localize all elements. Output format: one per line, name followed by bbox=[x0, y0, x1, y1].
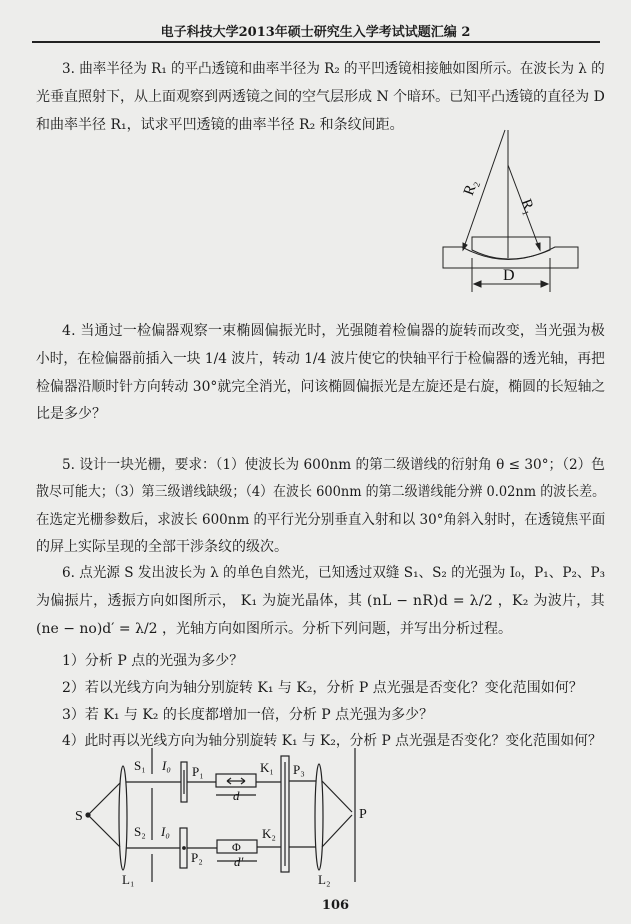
label-p1: P₁ bbox=[192, 764, 204, 779]
q5-line: 散尽可能大；（3）第三级谱线缺级；（4）在波长 600nm 的第二级谱线能分辨 0.02nm 的波长差。 bbox=[36, 484, 606, 500]
label-k1: K₁ bbox=[260, 760, 274, 775]
q6-subquestion: 2）若以光线方向为轴分别旋转 K₁ 与 K₂，分析 P 点光强是否变化？变化范围如何？ bbox=[62, 680, 583, 696]
q6-line: 为偏振片，透振方向如图所示， K₁ 为旋光晶体，其 (nL − nR)d = λ/2 ，K₂ 为波片，其 bbox=[36, 593, 605, 609]
label-i0-top: I₀ bbox=[162, 758, 171, 773]
page-header: 电子科技大学2013年硕士研究生入学考试试题汇编 2 bbox=[160, 25, 471, 40]
q5-line: 5. 设计一块光栅，要求：（1）使波长为 600nm 的第二级谱线的衍射角 θ ≤ 30°；（2）色 bbox=[62, 457, 605, 473]
label-p: P bbox=[359, 807, 367, 822]
q6-line: (ne − no)d′ = λ/2 ，光轴方向如图所示。分析下列问题，并写出分析过程。 bbox=[36, 621, 513, 637]
q4-line: 检偏器沿顺时针方向转动 30°就完全消光，问该椭圆偏振光是左旋还是右旋，椭圆的长短轴之 bbox=[36, 379, 606, 395]
q3-line: 3. 曲率半径为 R₁ 的平凸透镜和曲率半径为 R₂ 的平凹透镜相接触如图所示。在波长为 λ 的 bbox=[62, 61, 605, 77]
label-r2: R₂ bbox=[461, 177, 482, 198]
q5-line: 在选定光栅参数后，求波长 600nm 的平行光分别垂直入射和以 30°角斜入射时，在透镜焦平面 bbox=[36, 512, 606, 528]
label-p2: P₂ bbox=[191, 850, 203, 865]
label-p3: P₃ bbox=[293, 762, 305, 777]
label-d-k2: d′ bbox=[234, 854, 244, 869]
q3-line: 光垂直照射下，从上面观察到两透镜之间的空气层形成 N 个暗环。已知平凸透镜的直径为 D bbox=[36, 89, 605, 105]
label-s: S bbox=[75, 809, 83, 824]
q3-line: 和曲率半径 R₁，试求平凹透镜的曲率半径 R₂ 和条纹间距。 bbox=[36, 117, 404, 133]
label-d-k1: d bbox=[233, 788, 240, 803]
lens-l2 bbox=[315, 764, 323, 870]
q6-line: 6. 点光源 S 发出波长为 λ 的单色自然光，已知透过双缝 S₁、S₂ 的光强为 I₀，P₁、P₂、P₃ bbox=[62, 565, 606, 581]
optic-axis-symbol: Φ bbox=[232, 840, 241, 854]
q5-line: 的屏上实际呈现的全部干涉条纹的级次。 bbox=[36, 539, 288, 555]
q6-subquestion: 1）分析 P 点的光强为多少？ bbox=[62, 653, 244, 669]
q4-line: 小时，在检偏器前插入一块 1/4 波片，转动 1/4 波片使它的快轴平行于检偏器的透光轴，再把 bbox=[36, 351, 605, 367]
label-k2: K₂ bbox=[262, 826, 276, 841]
q4-line: 4. 当通过一检偏器观察一束椭圆偏振光时，光强随着检偏器的旋转而改变，当光强为极 bbox=[62, 323, 605, 339]
label-i0-bottom: I₀ bbox=[161, 824, 170, 839]
q4-line: 比是多少？ bbox=[36, 406, 106, 422]
lens-l1 bbox=[119, 766, 127, 870]
q6-subquestion: 4）此时再以光线方向为轴分别旋转 K₁ 与 K₂，分析 P 点光强是否变化？变化范围如何？ bbox=[62, 733, 602, 749]
label-l1: L₁ bbox=[122, 872, 135, 887]
polarization-figure bbox=[86, 748, 355, 882]
label-l2: L₂ bbox=[318, 872, 331, 887]
label-s1: S₁ bbox=[134, 758, 146, 773]
q6-subquestion: 3）若 K₁ 与 K₂ 的长度都增加一倍，分析 P 点光强为多少？ bbox=[62, 707, 434, 723]
label-r1: R₁ bbox=[517, 196, 538, 217]
label-s2: S₂ bbox=[134, 824, 146, 839]
page-number: 106 bbox=[321, 898, 350, 913]
label-d: D bbox=[503, 267, 515, 284]
